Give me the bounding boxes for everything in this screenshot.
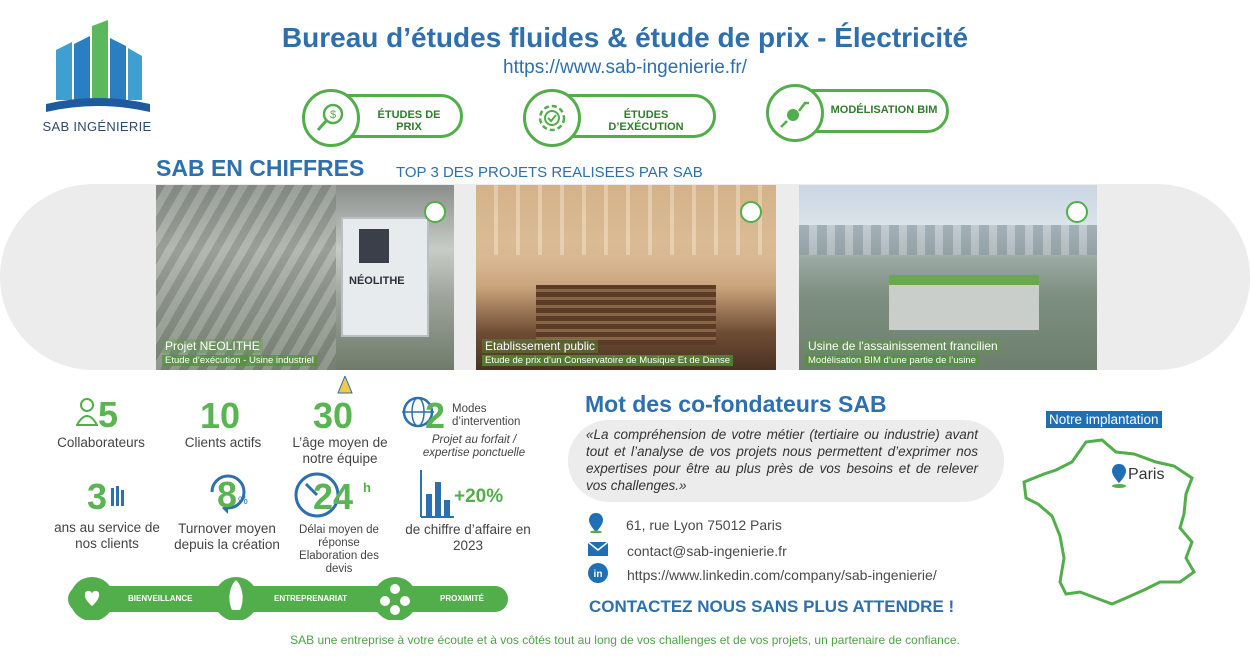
price-study-icon bbox=[302, 89, 360, 147]
project-subtitle: Etude de prix d’un Conservatoire de Musique Et de Danse bbox=[482, 355, 733, 366]
website-link[interactable]: https://www.sab-ingenierie.fr/ bbox=[503, 57, 747, 78]
stat-growth-label: de chiffre d’affaire en 2023 bbox=[405, 522, 531, 553]
map-pin-icon bbox=[1111, 464, 1127, 495]
service-price-study[interactable] bbox=[303, 94, 463, 138]
stat-clients-label: Clients actifs bbox=[184, 435, 262, 450]
rocket-icon bbox=[214, 577, 258, 621]
stat-modes-value: 2 bbox=[425, 395, 446, 436]
stat-modes-label: Modes d’intervention bbox=[452, 403, 521, 428]
service-label: ÉTUDES D’EXÉCUTION bbox=[608, 109, 684, 133]
stat-delay-value: 24 bbox=[313, 476, 354, 517]
logo-text: SAB INGÉNIERIE bbox=[42, 119, 152, 134]
project-subtitle: Modélisation BIM d’une partie de l’usine bbox=[805, 355, 979, 366]
section-title: SAB EN CHIFFRES bbox=[156, 155, 365, 181]
value-label: BIENVEILLANCE bbox=[128, 594, 193, 603]
project-title: Projet NEOLITHE bbox=[162, 339, 263, 353]
founders-title: Mot des co-fondateurs SAB bbox=[585, 391, 887, 417]
contact-address bbox=[588, 515, 782, 535]
linkedin-icon bbox=[588, 563, 608, 588]
project-title: Etablissement public bbox=[482, 339, 598, 353]
footer-text: SAB une entreprise à votre écoute et à vos côtés tout au long de vos challenges et de vos projets, un partenaire de confiance. bbox=[290, 633, 960, 647]
france-map bbox=[1016, 432, 1206, 608]
bim-modeling-icon bbox=[766, 84, 824, 142]
section-subtitle: TOP 3 DES PROJETS REALISEES PAR SAB bbox=[396, 164, 703, 181]
bim-modeling-icon bbox=[1066, 201, 1088, 223]
value-label: PROXIMITÉ bbox=[440, 594, 485, 603]
address-text: 61, rue Lyon 75012 Paris bbox=[626, 517, 782, 533]
stat-years-label: ans au service de nos clients bbox=[54, 520, 160, 551]
contact-cta[interactable]: CONTACTEZ NOUS SANS PLUS ATTENDRE ! bbox=[589, 597, 955, 616]
service-bim-modeling[interactable] bbox=[767, 89, 949, 133]
values-bar bbox=[68, 576, 510, 620]
price-study-icon bbox=[740, 201, 762, 223]
linkedin-link[interactable]: https://www.linkedin.com/company/sab-ingenierie/ bbox=[627, 567, 937, 583]
location-pin-icon bbox=[588, 513, 604, 538]
execution-study-icon bbox=[424, 201, 446, 223]
stat-collaborators-value: 5 bbox=[98, 394, 119, 435]
map-label: Notre implantation bbox=[1046, 411, 1162, 428]
stat-age-label: L’âge moyen de notre équipe bbox=[292, 435, 388, 466]
project-card-conservatoire[interactable] bbox=[476, 185, 776, 370]
project-card-neolithe[interactable] bbox=[156, 185, 454, 370]
email-link[interactable]: contact@sab-ingenierie.fr bbox=[627, 543, 787, 559]
project-title: Usine de l'assainissement francilien bbox=[805, 339, 1001, 353]
founders-quote: «La compréhension de votre métier (tertiaire ou industrie) avant tout et l’analyse de vos projets nous permettent d’exprimer nos expertises pour être au plus près de vos besoins et de relever vos challenges.» bbox=[586, 427, 978, 493]
network-icon bbox=[373, 577, 417, 621]
service-label: ÉTUDES DE PRIX bbox=[377, 109, 441, 133]
person-icon bbox=[76, 397, 98, 432]
stat-delay-unit: h bbox=[363, 480, 371, 495]
service-label: MODÉLISATION BIM bbox=[830, 104, 938, 116]
stat-turnover-unit: % bbox=[238, 495, 248, 507]
contact-email[interactable] bbox=[588, 541, 787, 561]
contact-linkedin[interactable] bbox=[588, 565, 937, 585]
stat-years-value: 3 bbox=[87, 476, 108, 517]
stat-turnover-value: 8 bbox=[217, 474, 238, 515]
stat-clients-value: 10 bbox=[200, 395, 241, 436]
stat-modes-detail: Projet au forfait / expertise ponctuelle bbox=[422, 434, 526, 459]
page-title: Bureau d’études fluides & étude de prix - Électricité bbox=[281, 22, 969, 53]
wood-ceiling bbox=[476, 185, 776, 255]
value-label: ENTREPRENARIAT bbox=[274, 594, 348, 603]
svg-text:$: $ bbox=[329, 109, 337, 121]
stat-growth-value: +20% bbox=[454, 486, 504, 507]
stat-collaborators-label: Collaborateurs bbox=[57, 435, 145, 450]
execution-study-icon bbox=[523, 89, 581, 147]
tools-icon bbox=[109, 484, 127, 513]
city-skyline bbox=[799, 225, 1097, 255]
project-card-usine[interactable] bbox=[799, 185, 1097, 370]
stat-delay-label: Délai moyen de réponse Elaboration des devis bbox=[299, 524, 379, 575]
bar-chart-icon bbox=[420, 470, 454, 523]
svg-text:in: in bbox=[593, 568, 603, 580]
heart-hand-icon bbox=[70, 577, 114, 621]
auditorium-seats bbox=[536, 285, 716, 345]
stat-age-value: 30 bbox=[313, 395, 354, 436]
service-execution-study[interactable] bbox=[524, 94, 716, 138]
neolithe-sign: NÉOLITHE bbox=[341, 217, 429, 337]
plant-building bbox=[889, 275, 1039, 330]
mail-icon bbox=[588, 541, 608, 562]
stat-turnover-label: Turnover moyen depuis la création bbox=[174, 521, 280, 552]
map-city-label: Paris bbox=[1128, 466, 1165, 483]
project-subtitle: Etude d’exécution - Usine industriel bbox=[162, 355, 317, 366]
